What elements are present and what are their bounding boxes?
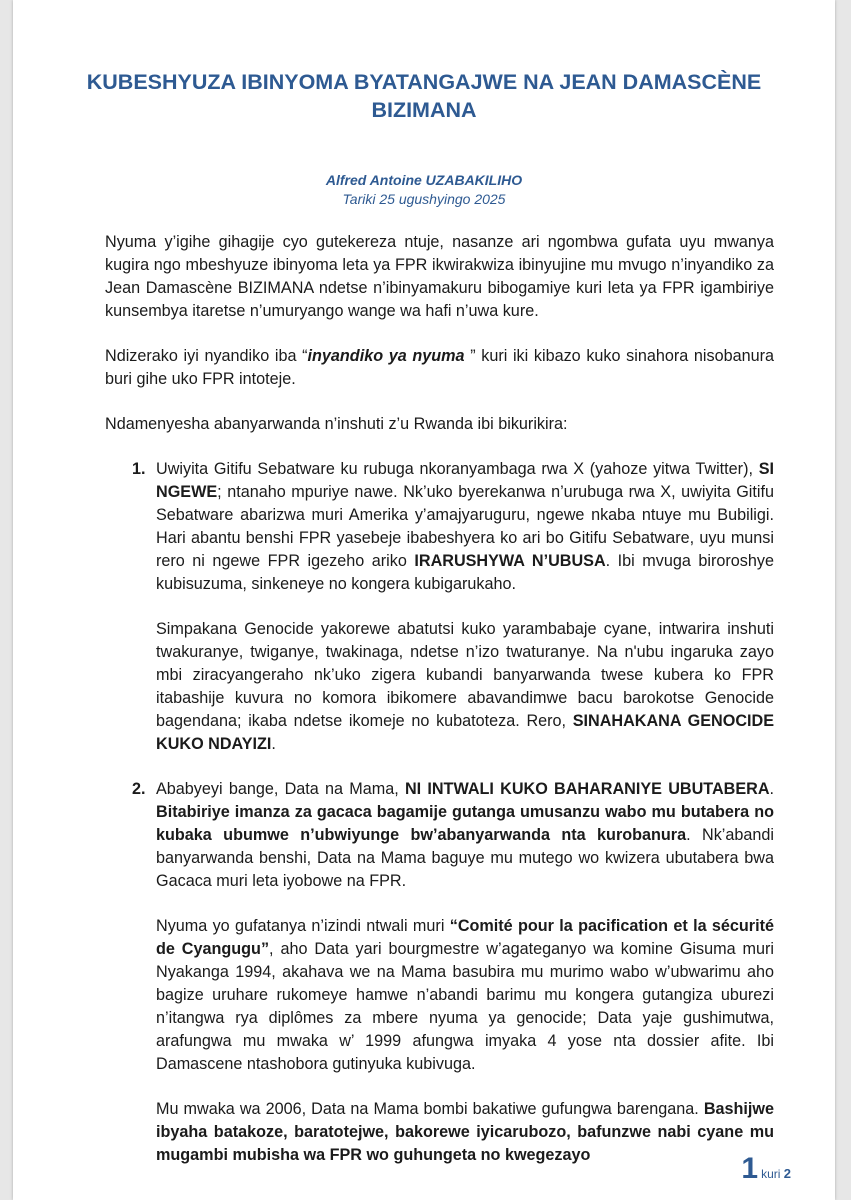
item-paragraph: Uwiyita Gitifu Sebatware ku rubuga nkoranyambaga rwa X (yahoze yitwa Twitter), SI NGEWE; ntanaho mpuriye nawe. Nk’uko byerekanwa n’urubuga rwa X, uwiyita Gitifu Sebatware abarizwa muri Amerika y’amajyaruguru, ngewe nkaba ntuye mu Bubiligi. Hari abantu benshi FPR yasebeje ibabeshyera ko ari bo Gitifu Sebatware, uyu munsi rero ni ngewe FPR igezeho ariko IRARUSHYWA N’UBUSA. Ibi mvuga biroroshye kubisuzuma, sinkeneye no kongera kubigarukaho. xyxy=(156,460,774,593)
list-number: 1. xyxy=(132,460,146,478)
page-total: 2 xyxy=(783,1166,791,1181)
statements-list xyxy=(105,458,774,1167)
list-number: 2. xyxy=(132,780,146,798)
item-paragraph: Ababyeyi bange, Data na Mama, NI INTWALI KUKO BAHARANIYE UBUTABERA. Bitabiriye imanza za gacaca bagamije gutanga umusanzu wabo mu butabera no kubaka ubumwe n’ubwiyunge bw’abanyarwanda nta kurobanura. Nk’abandi banyarwanda benshi, Data na Mama baguye mu mutego wo kwizera ubutabera bwa Gacaca muri leta iyobowe na FPR. xyxy=(156,780,775,890)
announcement-paragraph: Ndamenyesha abanyarwanda n’inshuti z’u Rwanda ibi bikurikira: xyxy=(105,415,568,433)
item-paragraph: Nyuma yo gufatanya n’izindi ntwali muri “Comité pour la pacification et la sécurité de Cyangugu”, aho Data yari bourgmestre w’agateganyo wa komine Gisuma muri Nyakanga 1994, akahava we na Mama basubira mu murimo wabo w’ubwarimu aho bagize uruhare rukomeye hamwe n’abandi barimu mu kongera gutangiza uburezi n’itangwa rya diplômes za mbere nyuma ya genocide; Data yaje gushimutwa, arafungwa mu mwaka w’ 1999 afungwa imyaka 4 yose nta dossier afite. Ibi Damascene ntashobora gutinyuka kubivuga. xyxy=(156,917,774,1073)
author-name: Alfred Antoine UZABAKILIHO xyxy=(325,172,523,188)
list-item xyxy=(105,778,774,1167)
page-number: 1 xyxy=(741,1152,759,1185)
item-paragraph: Mu mwaka wa 2006, Data na Mama bombi bakatiwe gufungwa barengana. Bashijwe ibyaha batakoze, baratotejwe, bakorewe iyicarubozo, bafunzwe nabi cyane mu mugambi mubisha wa FPR wo guhungeta no kwegezayo xyxy=(156,1100,774,1164)
document-page xyxy=(13,0,835,1200)
document-body xyxy=(105,231,774,1189)
document-title: KUBESHYUZA IBINYOMA BYATANGAJWE NA JEAN DAMASCÈNE BIZIMANA xyxy=(86,70,762,122)
page-of-label: kuri xyxy=(761,1167,781,1181)
last-document-paragraph: Ndizerako iyi nyandiko iba “inyandiko ya nyuma ” kuri iki kibazo kuko sinahora nisobanura buri gihe uko FPR intoteje. xyxy=(105,347,775,388)
document-date: Tariki 25 ugushyingo 2025 xyxy=(342,191,506,207)
intro-paragraph: Nyuma y’igihe gihagije cyo gutekereza ntuje, nasanze ari ngombwa gufata uyu mwanya kugira ngo mbeshyuze ibinyoma leta ya FPR ikwirakwiza ibinyujine mu mvugo n’inyandiko za Jean Damascène BIZIMANA ndetse n’ibinyamakuru bibogamiye kuri leta ya FPR igambiriye kunsembya itaretse n’umuryango wange wa hafi n’uwa kure. xyxy=(105,233,774,320)
item-paragraph: Simpakana Genocide yakorewe abatutsi kuko yarambabaje cyane, intwarira inshuti twakuranye, twiganye, twakinaga, ndetse n’izo twaturanye. Na n'ubu ingaruka zayo mbi ziracyangeraho nk’uko zigera kubandi banyarwanda twese kubera ko FPR itabashije kuvura no komora ibikomere abavandimwe bacu barokotse Genocide bagendana; ikaba ndetse ikomeje no kubatoteza. Rero, SINAHAKANA GENOCIDE KUKO NDAYIZI. xyxy=(156,620,775,753)
list-item xyxy=(105,458,774,756)
page-number-footer xyxy=(741,1152,791,1186)
